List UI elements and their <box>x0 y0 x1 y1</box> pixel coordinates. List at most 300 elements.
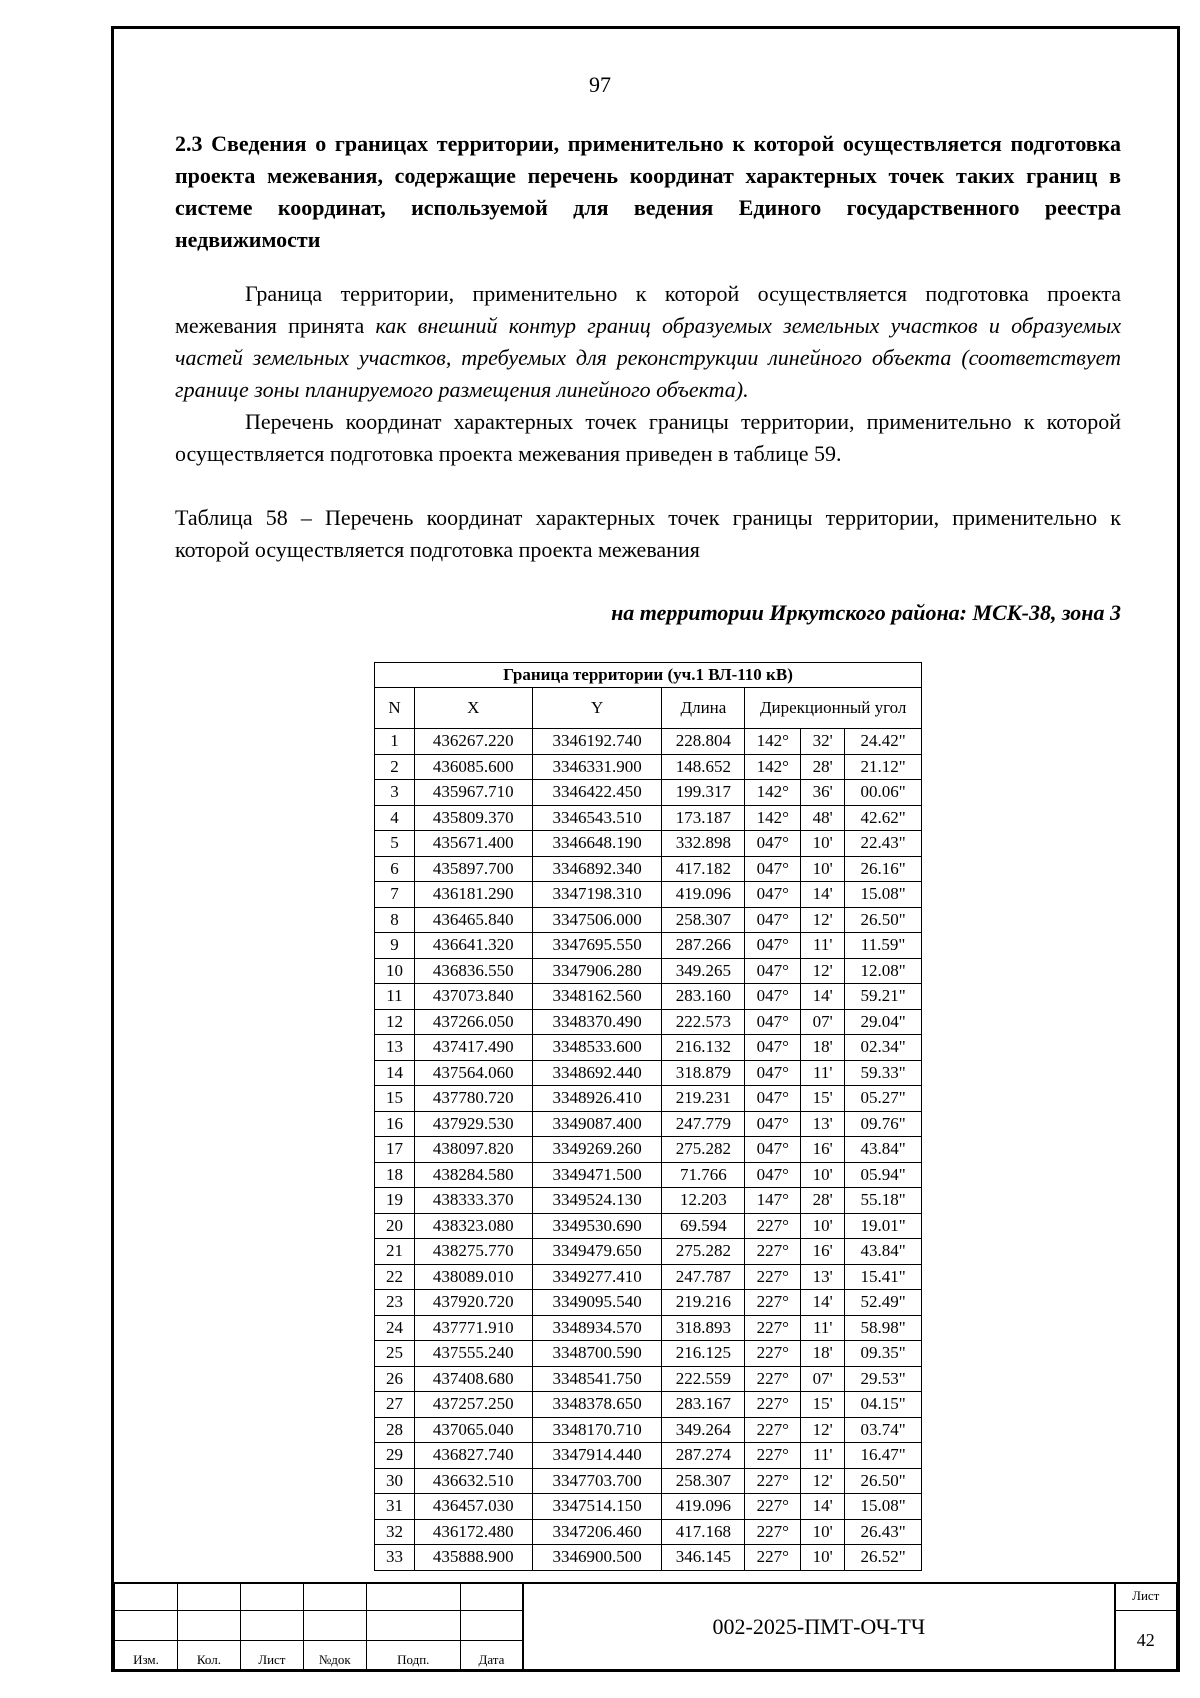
paragraph-coordinates: Перечень координат характерных точек границы территории, применительно к которой осуществляется подготовка проекта межевания приведен в таблице 59. <box>175 409 1121 466</box>
cell-seconds: 02.34" <box>845 1035 922 1061</box>
cell-x: 437555.240 <box>414 1341 532 1367</box>
page-number: 97 <box>589 72 611 97</box>
cell-n: 31 <box>375 1494 415 1520</box>
cell-seconds: 21.12" <box>845 754 922 780</box>
cell-x: 436267.220 <box>414 729 532 755</box>
cell-degrees: 227° <box>745 1545 801 1571</box>
table-row <box>375 1545 922 1571</box>
cell-y: 3348533.600 <box>532 1035 662 1061</box>
cell-n: 12 <box>375 1009 415 1035</box>
cell-n: 28 <box>375 1417 415 1443</box>
cell-y: 3349277.410 <box>532 1264 662 1290</box>
cell-y: 3346892.340 <box>532 856 662 882</box>
cell-n: 9 <box>375 933 415 959</box>
cell-seconds: 26.50" <box>845 907 922 933</box>
cell-n: 21 <box>375 1239 415 1265</box>
cell-minutes: 11' <box>801 1443 845 1469</box>
table-row <box>375 1009 922 1035</box>
stamp-label-docnum: №док <box>303 1640 366 1670</box>
cell-y: 3349095.540 <box>532 1290 662 1316</box>
cell-n: 4 <box>375 805 415 831</box>
paragraph-boundary-text: Граница территории, применительно к которой осуществляется подготовка проекта межевания принята <box>175 281 1121 338</box>
cell-n: 2 <box>375 754 415 780</box>
cell-seconds: 12.08" <box>845 958 922 984</box>
stamp-label-sheet: Лист <box>240 1640 303 1670</box>
cell-degrees: 227° <box>745 1315 801 1341</box>
cell-minutes: 16' <box>801 1137 845 1163</box>
title-block <box>114 1582 1177 1671</box>
cell-y: 3346543.510 <box>532 805 662 831</box>
cell-degrees: 047° <box>745 1162 801 1188</box>
cell-degrees: 227° <box>745 1213 801 1239</box>
cell-seconds: 29.53" <box>845 1366 922 1392</box>
cell-seconds: 52.49" <box>845 1290 922 1316</box>
cell-n: 22 <box>375 1264 415 1290</box>
table-row <box>375 1086 922 1112</box>
stamp-cell <box>460 1583 523 1610</box>
header-n: N <box>375 688 415 729</box>
cell-degrees: 047° <box>745 1137 801 1163</box>
cell-length: 283.167 <box>662 1392 745 1418</box>
stamp-cell <box>177 1610 240 1640</box>
cell-minutes: 18' <box>801 1035 845 1061</box>
table-row <box>375 754 922 780</box>
cell-seconds: 59.21" <box>845 984 922 1010</box>
cell-minutes: 14' <box>801 882 845 908</box>
cell-seconds: 55.18" <box>845 1188 922 1214</box>
cell-length: 258.307 <box>662 1468 745 1494</box>
cell-minutes: 07' <box>801 1009 845 1035</box>
cell-seconds: 19.01" <box>845 1213 922 1239</box>
cell-degrees: 227° <box>745 1519 801 1545</box>
cell-degrees: 227° <box>745 1494 801 1520</box>
table-row <box>375 1315 922 1341</box>
cell-x: 437266.050 <box>414 1009 532 1035</box>
cell-minutes: 12' <box>801 958 845 984</box>
cell-y: 3349524.130 <box>532 1188 662 1214</box>
cell-length: 419.096 <box>662 1494 745 1520</box>
cell-n: 16 <box>375 1111 415 1137</box>
table-row <box>375 729 922 755</box>
table-row <box>375 1060 922 1086</box>
cell-y: 3348162.560 <box>532 984 662 1010</box>
table-title: Граница территории (уч.1 ВЛ-110 кВ) <box>375 663 922 688</box>
stamp-cell <box>366 1610 460 1640</box>
cell-minutes: 12' <box>801 1417 845 1443</box>
cell-length: 275.282 <box>662 1137 745 1163</box>
cell-length: 219.231 <box>662 1086 745 1112</box>
cell-x: 437073.840 <box>414 984 532 1010</box>
cell-n: 1 <box>375 729 415 755</box>
cell-n: 33 <box>375 1545 415 1571</box>
cell-degrees: 047° <box>745 1035 801 1061</box>
cell-y: 3347506.000 <box>532 907 662 933</box>
cell-minutes: 10' <box>801 856 845 882</box>
cell-minutes: 48' <box>801 805 845 831</box>
cell-y: 3346331.900 <box>532 754 662 780</box>
table-row <box>375 958 922 984</box>
paragraph-boundary <box>175 278 1121 406</box>
cell-n: 5 <box>375 831 415 857</box>
table-row <box>375 1443 922 1469</box>
cell-minutes: 11' <box>801 1060 845 1086</box>
cell-x: 438097.820 <box>414 1137 532 1163</box>
cell-x: 438333.370 <box>414 1188 532 1214</box>
cell-x: 437417.490 <box>414 1035 532 1061</box>
cell-length: 419.096 <box>662 882 745 908</box>
cell-degrees: 047° <box>745 1086 801 1112</box>
stamp-label-signature: Подп. <box>366 1640 460 1670</box>
cell-length: 275.282 <box>662 1239 745 1265</box>
stamp-cell <box>115 1583 178 1610</box>
cell-degrees: 142° <box>745 805 801 831</box>
cell-length: 216.132 <box>662 1035 745 1061</box>
cell-degrees: 227° <box>745 1264 801 1290</box>
cell-x: 437065.040 <box>414 1417 532 1443</box>
cell-x: 436172.480 <box>414 1519 532 1545</box>
document-code: 002-2025-ПМТ-ОЧ-ТЧ <box>523 1583 1114 1670</box>
cell-seconds: 00.06" <box>845 780 922 806</box>
cell-length: 417.182 <box>662 856 745 882</box>
cell-x: 436465.840 <box>414 907 532 933</box>
cell-length: 417.168 <box>662 1519 745 1545</box>
cell-n: 7 <box>375 882 415 908</box>
stamp-cell <box>366 1583 460 1610</box>
cell-seconds: 03.74" <box>845 1417 922 1443</box>
cell-y: 3349087.400 <box>532 1111 662 1137</box>
cell-minutes: 36' <box>801 780 845 806</box>
cell-degrees: 147° <box>745 1188 801 1214</box>
cell-y: 3349471.500 <box>532 1162 662 1188</box>
stamp-cell <box>115 1610 178 1640</box>
cell-degrees: 047° <box>745 907 801 933</box>
zone-note: на территории Иркутского района: МСК-38, зона 3 <box>611 600 1121 625</box>
stamp-cell <box>240 1610 303 1640</box>
cell-n: 18 <box>375 1162 415 1188</box>
cell-n: 23 <box>375 1290 415 1316</box>
sheet-label: Лист <box>1115 1583 1177 1610</box>
cell-seconds: 43.84" <box>845 1137 922 1163</box>
table-row <box>375 1188 922 1214</box>
cell-y: 3348541.750 <box>532 1366 662 1392</box>
cell-length: 332.898 <box>662 831 745 857</box>
table-row <box>375 1494 922 1520</box>
cell-length: 349.264 <box>662 1417 745 1443</box>
table-caption: Таблица 58 – Перечень координат характерных точек границы территории, применительно к которой осуществляется подготовка проекта межевания <box>175 505 1121 562</box>
cell-x: 436836.550 <box>414 958 532 984</box>
paragraph-boundary-italic: как внешний контур границ образуемых земельных участков и образуемых частей земельных участков, требуемых для реконструкции линейного объекта (соответствует границе зоны планируемого размещения линейного объекта). <box>175 313 1121 402</box>
cell-n: 13 <box>375 1035 415 1061</box>
cell-minutes: 14' <box>801 1290 845 1316</box>
cell-length: 219.216 <box>662 1290 745 1316</box>
cell-n: 30 <box>375 1468 415 1494</box>
cell-n: 14 <box>375 1060 415 1086</box>
cell-length: 173.187 <box>662 805 745 831</box>
table-row <box>375 933 922 959</box>
cell-x: 437780.720 <box>414 1086 532 1112</box>
cell-y: 3349479.650 <box>532 1239 662 1265</box>
cell-y: 3347198.310 <box>532 882 662 908</box>
cell-length: 258.307 <box>662 907 745 933</box>
table-row <box>375 1239 922 1265</box>
cell-y: 3347206.460 <box>532 1519 662 1545</box>
cell-x: 436085.600 <box>414 754 532 780</box>
cell-degrees: 227° <box>745 1443 801 1469</box>
cell-degrees: 047° <box>745 882 801 908</box>
cell-minutes: 32' <box>801 729 845 755</box>
cell-length: 69.594 <box>662 1213 745 1239</box>
cell-degrees: 142° <box>745 780 801 806</box>
cell-y: 3349269.260 <box>532 1137 662 1163</box>
table-row <box>375 907 922 933</box>
cell-minutes: 28' <box>801 754 845 780</box>
cell-length: 287.266 <box>662 933 745 959</box>
cell-y: 3348170.710 <box>532 1417 662 1443</box>
cell-length: 216.125 <box>662 1341 745 1367</box>
cell-x: 437920.720 <box>414 1290 532 1316</box>
cell-x: 437257.250 <box>414 1392 532 1418</box>
cell-x: 438275.770 <box>414 1239 532 1265</box>
cell-seconds: 16.47" <box>845 1443 922 1469</box>
cell-y: 3348934.570 <box>532 1315 662 1341</box>
cell-y: 3347906.280 <box>532 958 662 984</box>
cell-n: 3 <box>375 780 415 806</box>
table-row <box>375 1468 922 1494</box>
cell-minutes: 13' <box>801 1111 845 1137</box>
cell-degrees: 227° <box>745 1468 801 1494</box>
cell-length: 318.879 <box>662 1060 745 1086</box>
cell-seconds: 11.59" <box>845 933 922 959</box>
cell-minutes: 15' <box>801 1392 845 1418</box>
table-body <box>375 729 922 1571</box>
header-y: Y <box>532 688 662 729</box>
stamp-label-change: Изм. <box>115 1640 178 1670</box>
cell-degrees: 047° <box>745 1009 801 1035</box>
cell-n: 10 <box>375 958 415 984</box>
cell-x: 435809.370 <box>414 805 532 831</box>
cell-n: 27 <box>375 1392 415 1418</box>
cell-minutes: 07' <box>801 1366 845 1392</box>
cell-y: 3349530.690 <box>532 1213 662 1239</box>
cell-y: 3347695.550 <box>532 933 662 959</box>
cell-length: 228.804 <box>662 729 745 755</box>
cell-x: 436632.510 <box>414 1468 532 1494</box>
stamp-label-date: Дата <box>460 1640 523 1670</box>
cell-x: 435897.700 <box>414 856 532 882</box>
cell-minutes: 10' <box>801 1519 845 1545</box>
cell-minutes: 10' <box>801 1213 845 1239</box>
cell-seconds: 59.33" <box>845 1060 922 1086</box>
table-row <box>375 1392 922 1418</box>
cell-seconds: 22.43" <box>845 831 922 857</box>
cell-y: 3346648.190 <box>532 831 662 857</box>
cell-x: 437408.680 <box>414 1366 532 1392</box>
cell-length: 247.779 <box>662 1111 745 1137</box>
cell-n: 26 <box>375 1366 415 1392</box>
cell-minutes: 11' <box>801 1315 845 1341</box>
cell-length: 12.203 <box>662 1188 745 1214</box>
stamp-label-count: Кол. <box>177 1640 240 1670</box>
cell-x: 436641.320 <box>414 933 532 959</box>
cell-minutes: 14' <box>801 1494 845 1520</box>
cell-degrees: 227° <box>745 1290 801 1316</box>
cell-length: 287.274 <box>662 1443 745 1469</box>
cell-y: 3347703.700 <box>532 1468 662 1494</box>
cell-minutes: 18' <box>801 1341 845 1367</box>
cell-y: 3346192.740 <box>532 729 662 755</box>
cell-minutes: 10' <box>801 831 845 857</box>
cell-seconds: 26.52" <box>845 1545 922 1571</box>
stamp-cell <box>303 1583 366 1610</box>
cell-seconds: 05.27" <box>845 1086 922 1112</box>
cell-length: 199.317 <box>662 780 745 806</box>
table-row <box>375 1519 922 1545</box>
table-row <box>375 1366 922 1392</box>
cell-x: 435967.710 <box>414 780 532 806</box>
cell-degrees: 227° <box>745 1366 801 1392</box>
cell-minutes: 14' <box>801 984 845 1010</box>
cell-length: 222.559 <box>662 1366 745 1392</box>
cell-seconds: 15.08" <box>845 1494 922 1520</box>
cell-x: 437929.530 <box>414 1111 532 1137</box>
cell-minutes: 12' <box>801 907 845 933</box>
stamp-cell <box>303 1610 366 1640</box>
cell-x: 435671.400 <box>414 831 532 857</box>
table-row <box>375 831 922 857</box>
cell-length: 71.766 <box>662 1162 745 1188</box>
cell-degrees: 047° <box>745 984 801 1010</box>
cell-n: 6 <box>375 856 415 882</box>
cell-seconds: 15.08" <box>845 882 922 908</box>
table-row <box>375 984 922 1010</box>
cell-degrees: 142° <box>745 729 801 755</box>
table-row <box>375 1162 922 1188</box>
cell-minutes: 16' <box>801 1239 845 1265</box>
table-row <box>375 805 922 831</box>
cell-y: 3348370.490 <box>532 1009 662 1035</box>
cell-y: 3348700.590 <box>532 1341 662 1367</box>
stamp-cell <box>240 1583 303 1610</box>
cell-seconds: 09.76" <box>845 1111 922 1137</box>
cell-n: 8 <box>375 907 415 933</box>
cell-length: 247.787 <box>662 1264 745 1290</box>
cell-degrees: 227° <box>745 1417 801 1443</box>
cell-seconds: 26.43" <box>845 1519 922 1545</box>
cell-n: 32 <box>375 1519 415 1545</box>
table-row <box>375 1035 922 1061</box>
cell-degrees: 047° <box>745 958 801 984</box>
cell-x: 438089.010 <box>414 1264 532 1290</box>
cell-length: 346.145 <box>662 1545 745 1571</box>
header-length: Длина <box>662 688 745 729</box>
stamp-cell <box>177 1583 240 1610</box>
cell-degrees: 227° <box>745 1239 801 1265</box>
cell-y: 3348378.650 <box>532 1392 662 1418</box>
table-row <box>375 1137 922 1163</box>
section-heading: 2.3 Сведения о границах территории, применительно к которой осуществляется подготовка проекта межевания, содержащие перечень координат характерных точек таких границ в системе координат, используемой для ведения Единого государственного реестра недвижимости <box>175 131 1121 252</box>
cell-minutes: 10' <box>801 1545 845 1571</box>
cell-degrees: 227° <box>745 1392 801 1418</box>
cell-y: 3348692.440 <box>532 1060 662 1086</box>
cell-degrees: 047° <box>745 1111 801 1137</box>
cell-seconds: 09.35" <box>845 1341 922 1367</box>
cell-minutes: 10' <box>801 1162 845 1188</box>
cell-minutes: 15' <box>801 1086 845 1112</box>
header-x: X <box>414 688 532 729</box>
cell-length: 148.652 <box>662 754 745 780</box>
cell-degrees: 047° <box>745 1060 801 1086</box>
cell-y: 3346900.500 <box>532 1545 662 1571</box>
table-row <box>375 856 922 882</box>
cell-n: 24 <box>375 1315 415 1341</box>
coordinates-table <box>374 662 922 1571</box>
cell-minutes: 11' <box>801 933 845 959</box>
cell-seconds: 29.04" <box>845 1009 922 1035</box>
table-row <box>375 882 922 908</box>
cell-x: 438284.580 <box>414 1162 532 1188</box>
cell-x: 436457.030 <box>414 1494 532 1520</box>
cell-y: 3347514.150 <box>532 1494 662 1520</box>
cell-length: 318.893 <box>662 1315 745 1341</box>
sheet-number: 42 <box>1115 1610 1177 1670</box>
cell-degrees: 047° <box>745 856 801 882</box>
cell-degrees: 227° <box>745 1341 801 1367</box>
cell-minutes: 28' <box>801 1188 845 1214</box>
table-row <box>375 1341 922 1367</box>
cell-degrees: 142° <box>745 754 801 780</box>
cell-seconds: 42.62" <box>845 805 922 831</box>
cell-length: 222.573 <box>662 1009 745 1035</box>
cell-seconds: 58.98" <box>845 1315 922 1341</box>
cell-y: 3346422.450 <box>532 780 662 806</box>
cell-seconds: 26.50" <box>845 1468 922 1494</box>
cell-x: 436181.290 <box>414 882 532 908</box>
cell-minutes: 13' <box>801 1264 845 1290</box>
cell-degrees: 047° <box>745 831 801 857</box>
cell-x: 438323.080 <box>414 1213 532 1239</box>
cell-x: 437564.060 <box>414 1060 532 1086</box>
cell-n: 20 <box>375 1213 415 1239</box>
cell-seconds: 05.94" <box>845 1162 922 1188</box>
cell-seconds: 15.41" <box>845 1264 922 1290</box>
table-row <box>375 1264 922 1290</box>
cell-minutes: 12' <box>801 1468 845 1494</box>
table-row <box>375 1290 922 1316</box>
cell-seconds: 43.84" <box>845 1239 922 1265</box>
table-row <box>375 780 922 806</box>
cell-length: 283.160 <box>662 984 745 1010</box>
cell-seconds: 26.16" <box>845 856 922 882</box>
header-angle: Дирекционный угол <box>745 688 922 729</box>
cell-n: 15 <box>375 1086 415 1112</box>
cell-n: 11 <box>375 984 415 1010</box>
cell-x: 437771.910 <box>414 1315 532 1341</box>
cell-y: 3347914.440 <box>532 1443 662 1469</box>
cell-degrees: 047° <box>745 933 801 959</box>
cell-n: 29 <box>375 1443 415 1469</box>
table-row <box>375 1111 922 1137</box>
cell-n: 17 <box>375 1137 415 1163</box>
cell-x: 435888.900 <box>414 1545 532 1571</box>
table-row <box>375 1417 922 1443</box>
cell-length: 349.265 <box>662 958 745 984</box>
stamp-cell <box>460 1610 523 1640</box>
table-row <box>375 1213 922 1239</box>
cell-x: 436827.740 <box>414 1443 532 1469</box>
cell-y: 3348926.410 <box>532 1086 662 1112</box>
cell-n: 19 <box>375 1188 415 1214</box>
cell-seconds: 04.15" <box>845 1392 922 1418</box>
